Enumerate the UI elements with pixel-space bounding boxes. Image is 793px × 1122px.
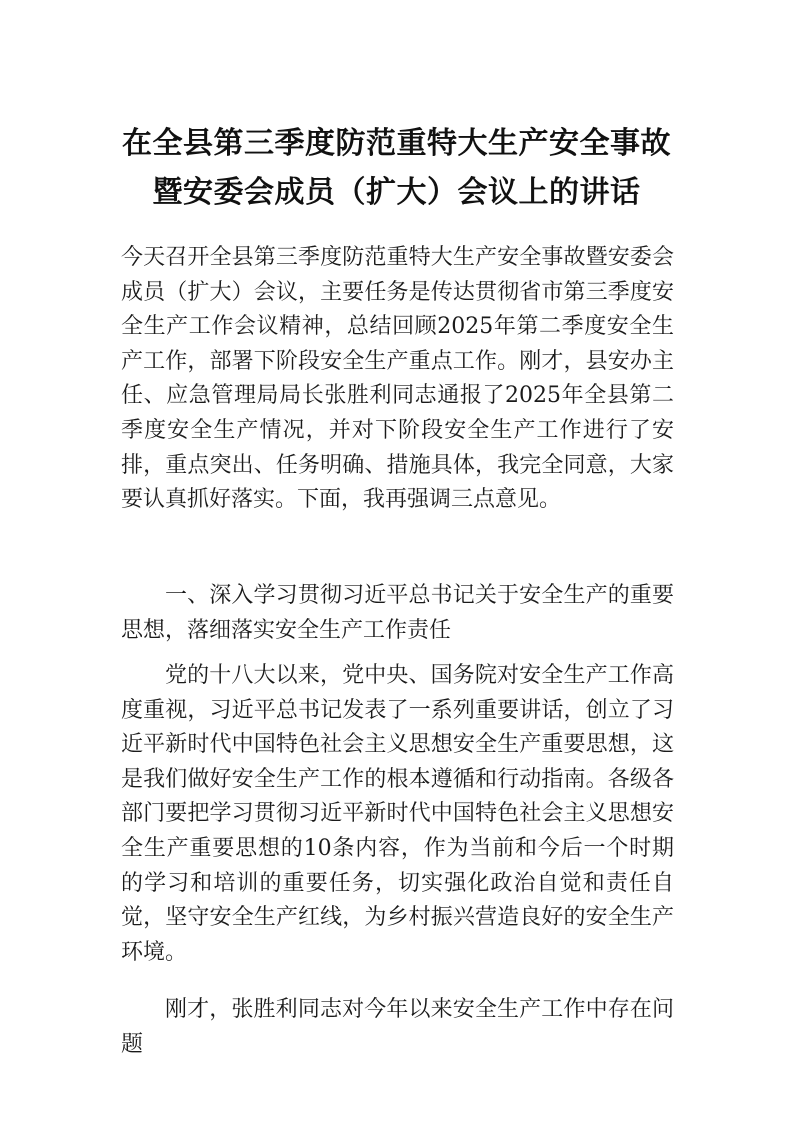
paragraph-opening: 今天召开全县第三季度防范重特大生产安全事故暨安委会成员（扩大）会议，主要任务是传达贯彻省市第三季度安全生产工作会议精神，总结回顾2025年第二季度安全生产工作，部署下阶段安全生产重点工作。刚才，县安办主任、应急管理局局长张胜利同志通报了2025年全县第二季度安全生产情况，并对下阶段安全生产工作进行了安排，重点突出、任务明确、措施具体，我完全同意，大家要认真抓好落实。下面，我再强调三点意见。 <box>121 245 674 513</box>
document-title-line-1: 在全县第三季度防范重特大生产安全事故 <box>122 126 671 161</box>
paragraph-continued: 刚才，张胜利同志对今年以来安全生产工作中存在问题 <box>121 997 674 1057</box>
paragraph-section-one-body: 党的十八大以来，党中央、国务院对安全生产工作高度重视，习近平总书记发表了一系列重要讲话，创立了习近平新时代中国特色社会主义思想安全生产重要思想，这是我们做好安全生产工作的根本遵循和行动指南。各级各部门要把学习贯彻习近平新时代中国特色社会主义思想安全生产重要思想的10条内容，作为当前和今后一个时期的学习和培训的重要任务，切实强化政治自觉和责任自觉，坚守安全生产红线，为乡村振兴营造良好的安全生产环境。 <box>121 663 674 965</box>
document-title-line-2: 暨安委会成员（扩大）会议上的讲话 <box>152 175 641 210</box>
section-heading-one: 一、深入学习贯彻习近平总书记关于安全生产的重要思想，落细落实安全生产工作责任 <box>121 583 674 643</box>
